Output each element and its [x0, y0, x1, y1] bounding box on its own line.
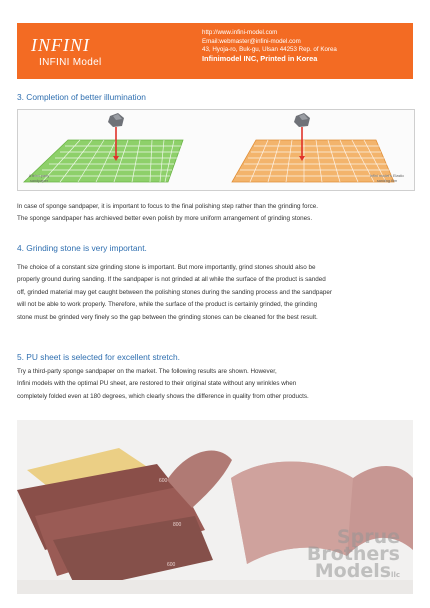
paragraph-line: The choice of a constant size grinding stone is important. But more importantly, grind stones should also be: [17, 264, 316, 271]
logo-text: INFINI Model: [39, 57, 102, 68]
section3-paragraph: [17, 201, 417, 226]
contact-block: [202, 29, 407, 63]
paragraph-line: The sponge sandpaper has archieved better even polish by more uniform arrangement of grinding stones.: [17, 215, 313, 223]
watermark-line: Brothers: [306, 543, 400, 565]
sheet-label: 800: [173, 522, 182, 528]
section5-paragraph: [17, 366, 417, 403]
brand-logo: [27, 35, 127, 71]
illumination-figure: [17, 109, 415, 191]
left-grinding-stone-icon: [108, 113, 124, 127]
paragraph-line: completely folded even at 180 degrees, which clearly shows the difference in quality from other products.: [17, 392, 309, 400]
sheet-label: 600: [159, 478, 168, 484]
section5-heading: 5. PU sheet is selected for excellent stretch.: [17, 352, 180, 362]
section4-heading: 4. Grinding stone is very important.: [17, 243, 147, 253]
paragraph-line: off, grinded material may get caught between the polishing stones during the sanding process and the sandpaper: [17, 288, 332, 296]
watermark: [306, 526, 400, 584]
illumination-diagram: [18, 110, 414, 190]
paragraph-line: Try a third-party sponge sandpaper on the market. The following results are shown. However,: [17, 368, 277, 375]
company-line: Infinimodel INC, Printed in Korea: [202, 53, 318, 63]
address-line: 43, Hyoja-ro, Buk-gu, Ulsan 44253 Rep. of Korea: [202, 46, 337, 54]
sheet-label: 600: [167, 562, 176, 568]
watermark-line: [307, 560, 400, 584]
watermark-models: Models: [314, 560, 392, 582]
section4-paragraph: [17, 262, 417, 324]
right-grinding-stone-icon: [294, 113, 310, 127]
website-link[interactable]: http://www.infini-model.com: [202, 29, 278, 36]
section3-heading: 3. Completion of better illumination: [17, 92, 146, 102]
paragraph-line: Infini models with the optimal PU sheet, are restored to their original state without any wrinkles when: [17, 380, 297, 388]
watermark-line: Sprue: [336, 526, 400, 548]
paragraph-line: stone must be grinded very finely so the gap between the grinding stones can be cleaned for the best result.: [17, 313, 318, 321]
paragraph-line: In case of sponge sandpaper, it is important to focus to the final polishing step rather than the grinding force.: [17, 203, 319, 210]
paragraph-line: properly ground during sanding. If the sandpaper is not grinded at all while the surface of the product is sanded: [17, 276, 326, 284]
right-figure-label: Infini model's Elastic sanding film: [369, 174, 405, 183]
header-banner: [17, 23, 413, 79]
sandpaper-photo: [17, 420, 413, 594]
left-figure-label: A third-party sandpaper: [28, 174, 50, 183]
email-link[interactable]: Email:webmaster@infini-model.com: [202, 37, 301, 45]
paragraph-line: will not be able to work properly. Therefore, while the surface of the product is certainly grinded, the grinding: [17, 301, 318, 309]
watermark-suffix: llc: [391, 571, 400, 579]
logo-mark: INFINI: [31, 35, 90, 55]
